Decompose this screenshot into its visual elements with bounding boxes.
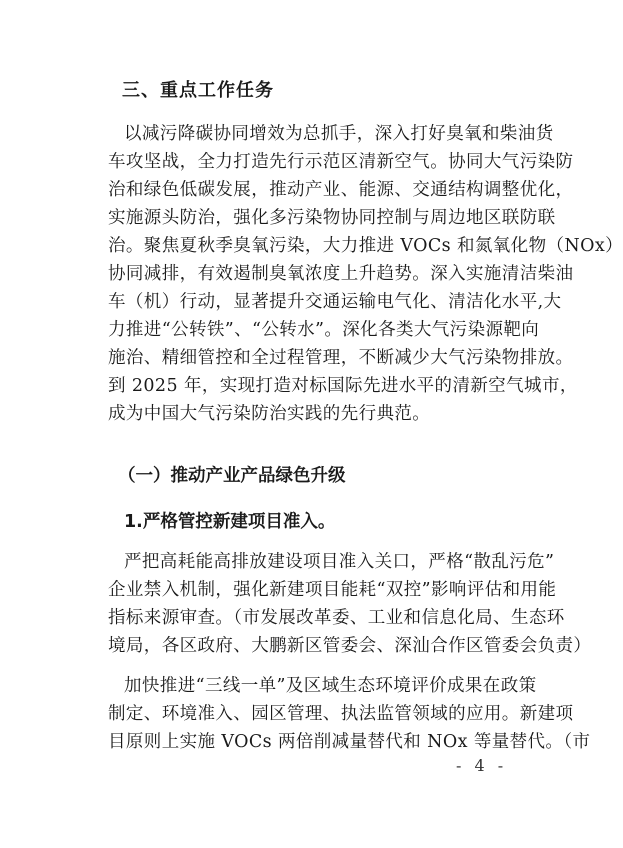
paragraph-line: 力推进“公转铁”、“公转水”。深化各类大气污染源靶向 <box>108 320 540 340</box>
subsection-heading: （一）推动产业产品绿色升级 <box>118 466 346 486</box>
paragraph-line: 车（机）行动，显著提升交通运输电气化、清洁化水平,大 <box>108 292 562 312</box>
paragraph-line: 以减污降碳协同增效为总抓手，深入打好臭氧和柴油货 <box>124 124 554 144</box>
paragraph-line: 成为中国大气污染防治实践的先行典范。 <box>108 404 431 424</box>
paragraph-line: 境局，各区政府、大鹏新区管委会、深汕合作区管委会负责） <box>108 636 592 656</box>
paragraph-line: 制定、环境准入、园区管理、执法监管领域的应用。新建项 <box>108 704 574 724</box>
paragraph-line: 企业禁入机制，强化新建项目能耗“双控”影响评估和用能 <box>108 580 557 600</box>
paragraph-line: 施治、精细管控和全过程管理，不断减少大气污染物排放。 <box>108 348 574 368</box>
section-heading: 三、重点工作任务 <box>122 80 274 101</box>
paragraph-line: 目原则上实施 VOCs 两倍削减量替代和 NOx 等量替代。（市 <box>108 732 591 752</box>
paragraph-line: 治。聚焦夏秋季臭氧污染，大力推进 VOCs 和氮氧化物（NOx） <box>108 236 623 256</box>
paragraph-line: 车攻坚战，全力打造先行示范区清新空气。协同大气污染防 <box>108 152 574 172</box>
paragraph-line: 实施源头防治，强化多污染物协同控制与周边地区联防联 <box>108 208 556 228</box>
paragraph-line: 严把高耗能高排放建设项目准入关口，严格“散乱污危” <box>124 552 555 572</box>
paragraph-line: 治和绿色低碳发展，推动产业、能源、交通结构调整优化， <box>108 180 574 200</box>
paragraph-line: 到 2025 年，实现打造对标国际先进水平的清新空气城市， <box>108 376 578 396</box>
paragraph-line: 协同减排，有效遏制臭氧浓度上升趋势。深入实施清洁柴油 <box>108 264 574 284</box>
paragraph-line: 指标来源审查。（市发展改革委、工业和信息化局、生态环 <box>108 608 565 628</box>
item-heading: 1.严格管控新建项目准入。 <box>124 512 336 532</box>
paragraph-line: 加快推进“三线一单”及区域生态环境评价成果在政策 <box>124 676 537 696</box>
page-number: - 4 - <box>456 756 508 775</box>
